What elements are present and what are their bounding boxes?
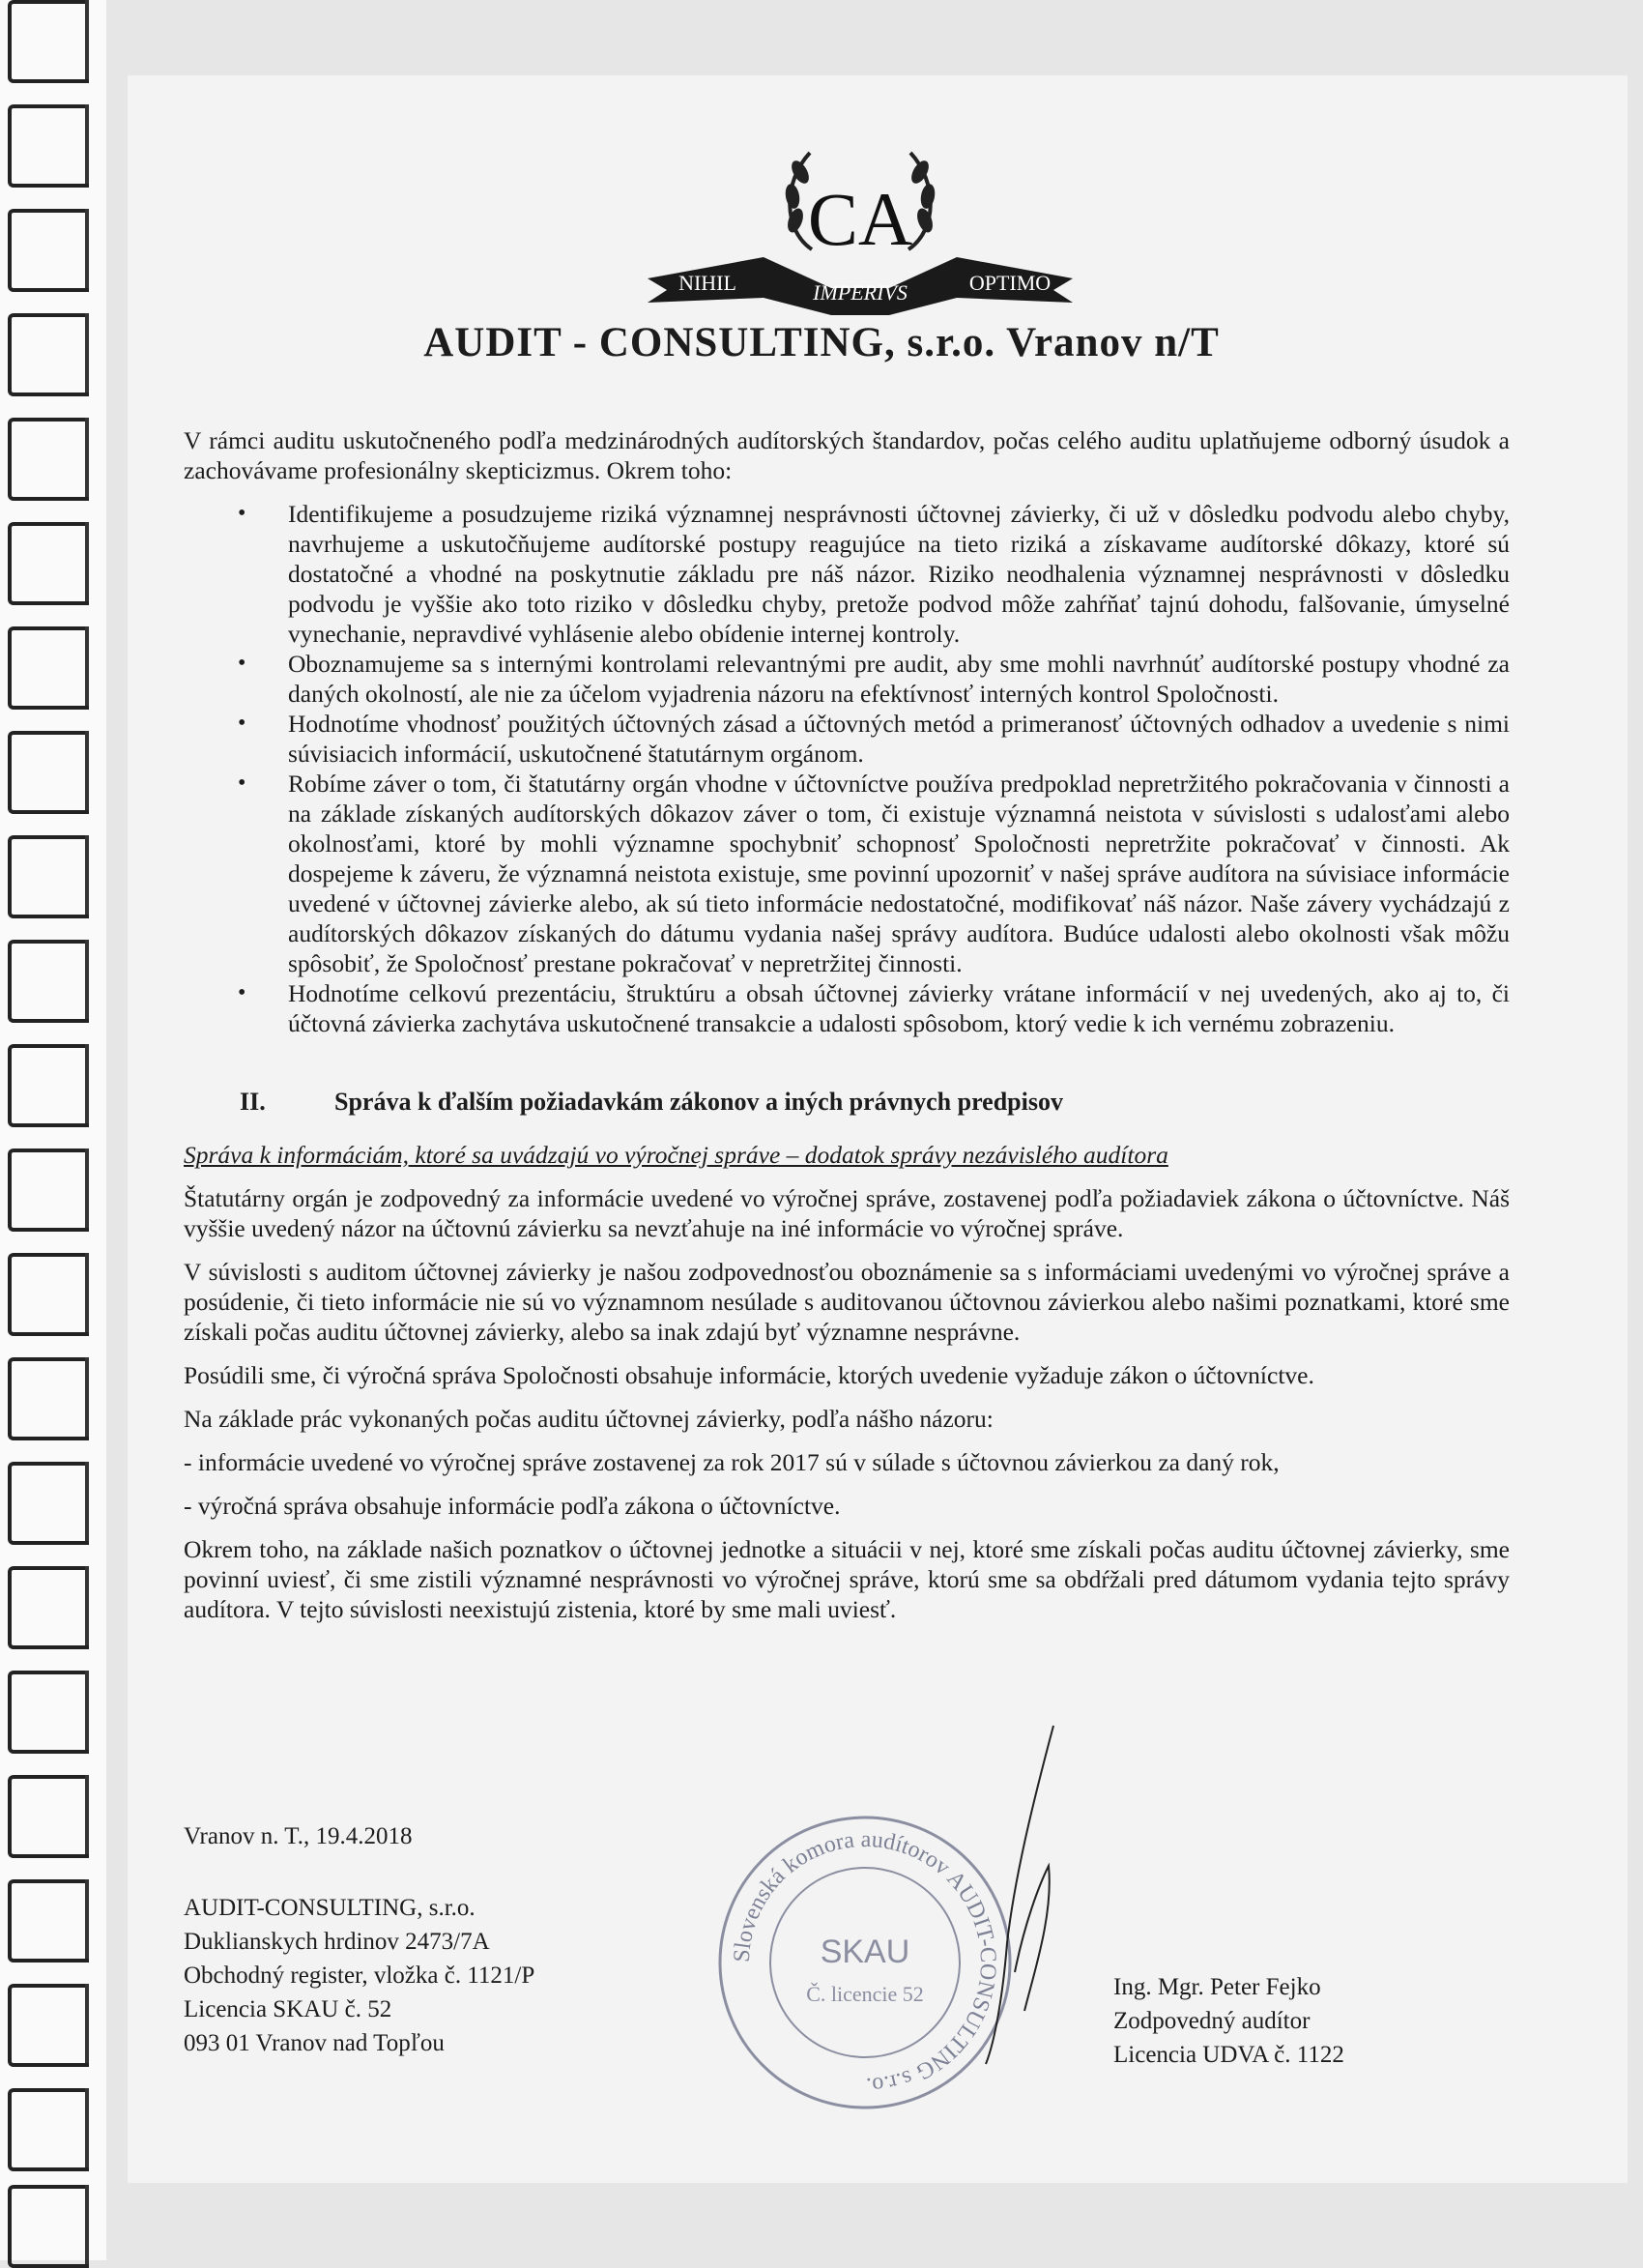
list-item: • Robíme záver o tom, či štatutárny orgán vhodne v účtovníctve používa predpoklad nepretržitého pokračovania v činnosti a na základe získaných audítorských dôkazov záver o tom, či existuje významná neistota v súvislosti s udalosťami alebo okolnosťami, ktoré by mohli významne spochybniť schopnosť Spoločnosti nepretržite pokračovať v činnosti. Ak dospejeme k záveru, že významná neistota existuje, sme povinní upozorniť v našej správe audítora na súvisiace informácie uvedené v účtovnej závierke alebo, ak sú tieto informácie nedostatočné, modifikovať náš názor. Naše závery vychádzajú z audítorských dôkazov získaných do dátumu vydania našej správy audítora. Budúce udalosti alebo okolnosti však môžu spôsobiť, že Spoločnosť prestane pokračovať v nepretržitej činnosti.	[288, 769, 1510, 978]
section-number: II.	[240, 1088, 266, 1116]
firm-address	[184, 1891, 534, 2060]
list-item: • Hodnotíme vhodnosť použitých účtovných zásad a účtovných metód a primeranosť účtovných odhadov a uvedenie s nimi súvisiacich informácií, uskutočnené štatutárnym orgánom.	[288, 709, 1510, 769]
section-title: Správa k ďalším požiadavkám zákonov a iných právnych predpisov	[334, 1088, 1063, 1116]
stamp-license: Č. licencie 52	[806, 1982, 924, 2006]
firm-logo	[638, 143, 1082, 327]
intro-paragraph: V rámci auditu uskutočneného podľa medzinárodných audítorských štandardov, počas celého auditu uplatňujeme odborný úsudok a zachovávame profesionálny skepticizmus. Okrem toho:	[184, 426, 1510, 484]
stamp-ring-text: Slovenská komora audítorov AUDIT-CONSULTING s.r.o.	[729, 1826, 1001, 2099]
ribbon-right: OPTIMO	[968, 271, 1052, 295]
address-line: Obchodný register, vložka č. 1121/P	[184, 1963, 535, 1989]
document-body	[184, 425, 1510, 1638]
list-item: • Oboznamujeme sa s internými kontrolami relevantnými pre audit, aby sme mohli navrhnúť audítorské postupy vhodné za daných okolností, ale nie za účelom vyjadrenia názoru na efektívnosť interných kontrol Spoločnosti.	[288, 649, 1510, 709]
paragraph: Štatutárny orgán je zodpovedný za informácie uvedené vo výročnej správe, zostavenej podľa požiadaviek zákona o účtovníctve. Náš vyššie uvedený názor na účtovnú závierku sa nevzťahuje na iné informácie vo výročnej správe.	[184, 1184, 1510, 1242]
address-line: Duklianskych hrdinov 2473/7A	[184, 1929, 490, 1955]
list-item: • Identifikujeme a posudzujeme riziká významnej nesprávnosti účtovnej závierky, či už v dôsledku podvodu alebo chyby, navrhujeme a uskutočňujeme audítorské postupy reagujúce na tieto riziká a získavame audítorské dôkazy, ktoré sú dostatočné a vhodné na poskytnutie základu pre náš názor. Riziko neodhalenia významnej nesprávnosti v dôsledku podvodu je vyššie ako toto riziko v dôsledku chyby, pretože podvod môže zahŕňať tajnú dohodu, falšovanie, úmyselné vynechanie, nepravdivé vyhlásenie alebo obídenie internej kontroly.	[288, 499, 1510, 649]
paragraph: Okrem toho, na základe našich poznatkov o účtovnej jednotke a situácii v nej, ktoré sme získali počas auditu účtovnej závierky, sme povinní uviesť, či sme zistili významné nesprávnosti vo výročnej správe, ktorú sme sa obdŕžali pred dátumom vydania tejto správy audítora. V tejto súvislosti neexistujú zistenia, ktoré by sme mali uviesť.	[184, 1535, 1510, 1623]
bullet-list	[184, 499, 1510, 1038]
signature	[957, 1721, 1073, 2069]
auditor-line: Zodpovedný audítor	[1113, 2008, 1311, 2034]
firm-title: AUDIT - CONSULTING, s.r.o. Vranov n/T	[423, 320, 1220, 365]
address-line: AUDIT-CONSULTING, s.r.o.	[184, 1895, 476, 1921]
paragraph: V súvislosti s auditom účtovnej závierky je našou zodpovednosťou oboznámenie sa s informáciami uvedenými vo výročnej správe a posúdenie, či tieto informácie nie sú vo významnom nesúlade s auditovanou účtovnou závierkou alebo našimi poznatkami, ktoré sme získali počas auditu účtovnej závierky, alebo sa inak zdajú byť významne nesprávne.	[184, 1258, 1510, 1346]
auditor-line: Licencia UDVA č. 1122	[1113, 2042, 1344, 2068]
paragraph: Posúdili sme, či výročná správa Spoločnosti obsahuje informácie, ktorých uvedenie vyžaduje zákon o účtovníctve.	[184, 1361, 1314, 1389]
auditor-line: Ing. Mgr. Peter Fejko	[1113, 1974, 1321, 2000]
ribbon-center: IMPERIVS	[813, 280, 908, 305]
paragraph: Na základe prác vykonaných počas auditu účtovnej závierky, podľa nášho názoru:	[184, 1405, 994, 1433]
auditor-signature-block	[1113, 1970, 1344, 2072]
address-line: Licencia SKAU č. 52	[184, 1996, 392, 2022]
paragraph: - výročná správa obsahuje informácie podľa zákona o účtovníctve.	[184, 1492, 841, 1520]
place-date: Vranov n. T., 19.4.2018	[184, 1823, 413, 1849]
section-heading	[184, 1087, 1510, 1117]
stamp-center: SKAU	[820, 1934, 910, 1970]
address-line: 093 01 Vranov nad Topľou	[184, 2030, 445, 2056]
ribbon-left: NIHIL	[678, 271, 736, 295]
list-item: • Hodnotíme celkovú prezentáciu, štruktúru a obsah účtovnej závierky vrátane informácií v nej uvedených, ako aj to, či účtovná závierka zachytáva uskutočnené transakcie a udalosti spôsobom, ktorý vedie k ich vernému zobrazeniu.	[288, 978, 1510, 1038]
logo-initials: CA	[807, 177, 913, 261]
section-subtitle: Správa k informáciám, ktoré sa uvádzajú vo výročnej správe – dodatok správy nezávislého audítora	[184, 1141, 1168, 1169]
paragraph: - informácie uvedené vo výročnej správe zostavenej za rok 2017 sú v súlade s účtovnou závierkou za daný rok,	[184, 1448, 1280, 1476]
